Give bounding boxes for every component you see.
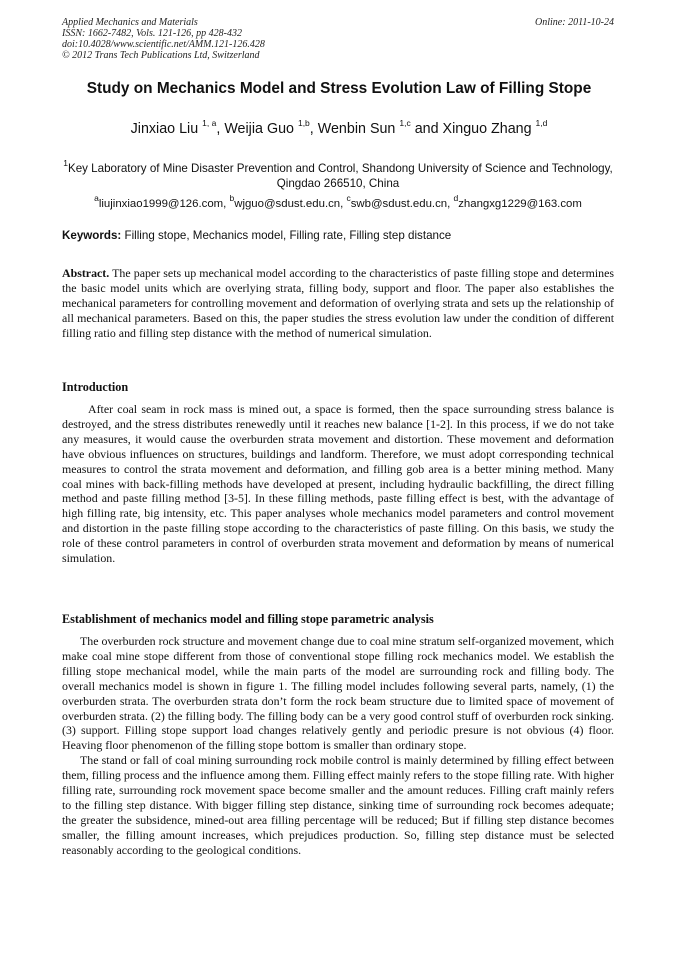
email-address: liujinxiao1999@126.com, <box>98 197 230 210</box>
journal-name: Applied Mechanics and Materials <box>62 17 198 28</box>
abstract <box>62 266 614 341</box>
section-heading: Introduction <box>62 380 129 394</box>
paragraph: After coal seam in rock mass is mined out, a space is formed, then the space surrounding stress balance is destroyed, and the stress distributes renewedly until it reaches new balance [1-2]. In this process, if we do not take any measures, it would cause the overburden strata movement and distortion. These movement and deformation have obvious influences on structures, buildings and landform. Therefore, we must adopt corresponding technical measures to control the strata movement and deformation, and filling gob area is a better mining method. Many coal mines with back-filling methods have developed at present, including hydraulic backfilling, the direct filling method and paste filling method [3-5]. In these filling methods, paste filling effect is best, with the advantage of high filling rate, big intensity, etc. This paper analyses whole mechanics model parameters and control movement and distortion in the paste filling stope according to the characteristics of paste filling. On this basis, we study the role of these control parameters in control of overburden strata movement and deformation by means of numerical simulation. <box>62 402 614 566</box>
issn: ISSN: 1662-7482, Vols. 121-126, pp 428-432 <box>62 28 242 39</box>
email-list <box>62 194 614 210</box>
author-separator: , <box>216 120 225 137</box>
author-affil-mark: 1,c <box>399 118 411 128</box>
author-name: Weijia Guo <box>224 120 294 137</box>
email-address: wjguo@sdust.edu.cn, <box>234 197 347 210</box>
email-mark: a <box>94 193 99 203</box>
author-separator: , <box>309 120 318 137</box>
copyright: © 2012 Trans Tech Publications Ltd, Switzerland <box>62 50 260 61</box>
affiliation-text: Key Laboratory of Mine Disaster Prevention and Control, Shandong University of Science and Technology, Qingdao 266510, China <box>67 161 613 190</box>
paper-title: Study on Mechanics Model and Stress Evolution Law of Filling Stope <box>86 80 592 97</box>
author-list <box>40 119 638 137</box>
abstract-label: Abstract. <box>62 266 110 280</box>
section-body <box>62 402 614 566</box>
author-name: Xinguo Zhang <box>442 120 532 137</box>
email-address: swb@sdust.edu.cn, <box>350 197 454 210</box>
author-affil-mark: 1,d <box>535 118 548 128</box>
section-heading: Establishment of mechanics model and filling stope parametric analysis <box>62 612 434 626</box>
keywords <box>62 229 614 242</box>
author-affil-mark: 1, a <box>202 118 217 128</box>
affiliation-mark: 1 <box>63 158 68 168</box>
paragraph: The overburden rock structure and movement change due to coal mine stratum self-organized movement, which make coal mine stope different from those of conventional stope filling rock mechanics model. We establish the filling stope mechanical model, while the main parts of the model are surrounding rock and filling body. The overall mechanics model is shown in figure 1. The filling model includes following several parts, namely, (1) the overburden strata. The overburden strata don’t form the rock beam structure due to limited space of movement of overburden strata. (2) the filling body. The filling body can be a very good control stuff of overburden rock sinking. (3) support. Filling stope support load changes relatively gently and periodic presure is not obvious (4) floor. Heaving floor phenomenon of the filling stope bottom is smaller than ordinary stope. <box>62 634 614 753</box>
journal-header <box>62 17 614 61</box>
author-name: Jinxiao Liu <box>130 120 199 137</box>
email-mark: b <box>229 193 235 203</box>
keywords-text: Filling stope, Mechanics model, Filling rate, Filling step distance <box>121 229 452 242</box>
author-name: Wenbin Sun <box>317 120 396 137</box>
email-mark: c <box>346 193 351 203</box>
section-body <box>62 634 614 858</box>
author-separator: and <box>410 120 443 137</box>
email-mark: d <box>453 193 459 203</box>
email-address: zhangxg1229@163.com <box>458 197 582 210</box>
doi: doi:10.4028/www.scientific.net/AMM.121-126.428 <box>62 39 265 50</box>
author-affil-mark: 1,b <box>297 118 310 128</box>
online-date: Online: 2011-10-24 <box>535 17 614 28</box>
keywords-label: Keywords: <box>62 229 122 242</box>
paragraph: The stand or fall of coal mining surrounding rock mobile control is mainly determined by filling effect between them, filling process and the influence among them. Filling effect mainly refers to the stope filling rate. With higher filling rate, surrounding rock movement space become smaller and the amount reduces. Filling craft mainly refers to the filling step distance. With bigger filling step distance, sinking time of surrounding rock becomes adequate; the greater the subsidence, mined-out area filling percentage will be reduced; But if filling step distance becomes smaller, the filling amount increases, which prejudices production. So, filling step distance must be selected reasonably according to the geological conditions. <box>62 753 614 857</box>
affiliation <box>62 157 614 191</box>
abstract-text: The paper sets up mechanical model according to the characteristics of paste filling stope and determines the basic model units which are overlying strata, filling body, support and floor. The paper also establishes the mechanical parameters for controlling movement and deformation of overlying strata and sets up the relationship of all mechanical parameters. Based on this, the paper studies the stress evolution law under the condition of different filling ratio and filling step distance with the method of numerical simulation. <box>62 266 614 340</box>
